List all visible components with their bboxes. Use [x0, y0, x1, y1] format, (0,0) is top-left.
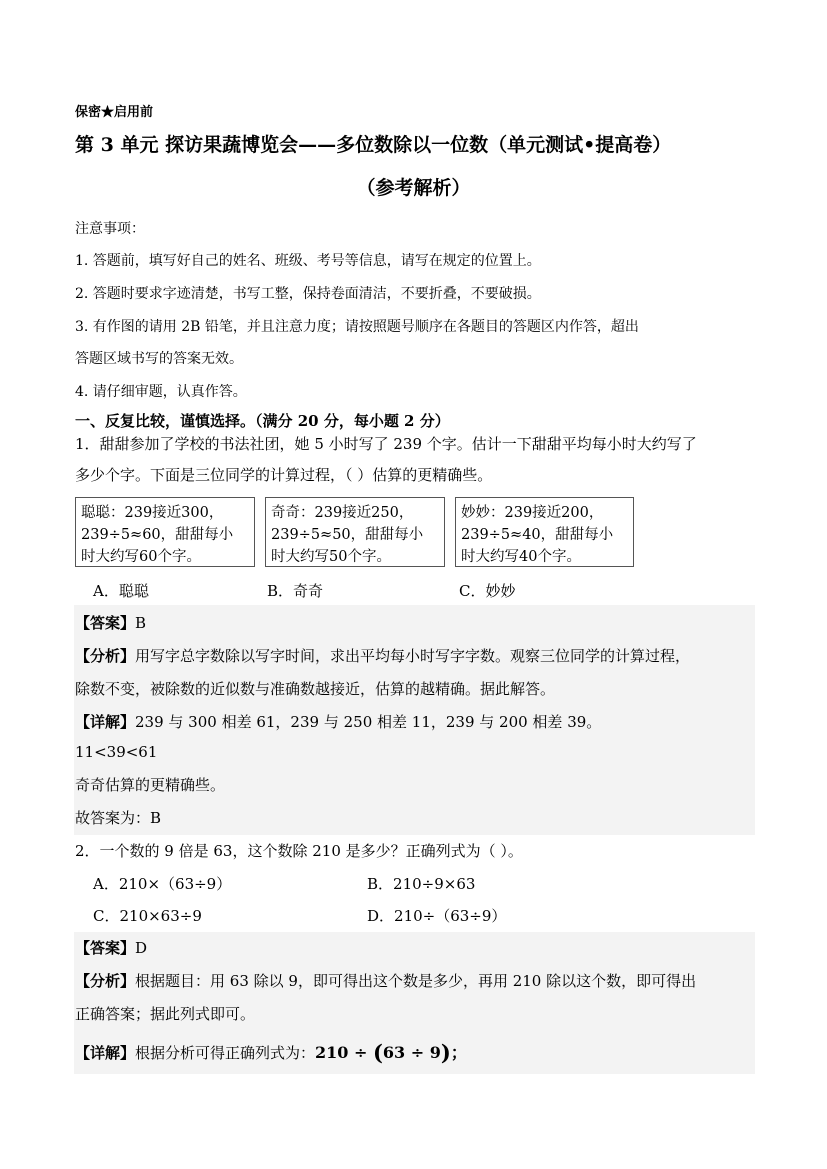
analysis-text: 正确答案；据此列式即可。 [75, 1005, 256, 1023]
option-b: B．210÷9×63 [367, 875, 476, 893]
detail-label: 【详解】 [75, 713, 136, 731]
student-calculation-box [75, 497, 255, 567]
student-calculation-box [455, 497, 634, 567]
detail-line [75, 711, 601, 732]
detail-text: 239 与 300 相差 61，239 与 250 相差 11，239 与 200 相差 39。 [135, 713, 602, 731]
formula-part: 63 ÷ 9 [382, 1043, 441, 1062]
answer-value: D [135, 939, 148, 957]
detail-label: 【详解】 [75, 1044, 136, 1062]
box-line: 239÷5≈50，甜甜每小 [271, 527, 424, 543]
formula-paren: ( [372, 1040, 383, 1065]
box-line: 时大约写40个字。 [461, 549, 581, 565]
detail-text: 奇奇估算的更精确些。 [75, 776, 226, 794]
analysis-text: 用写字总字数除以写字时间，求出平均每小时写字字数。观察三位同学的计算过程， [135, 647, 691, 665]
question-stem: 2．一个数的 9 倍是 63，这个数除 210 是多少？正确列式为（ ）。 [75, 842, 523, 860]
option-a: A．210×（63÷9） [93, 875, 232, 893]
formula-part: ； [450, 1043, 467, 1062]
box-line: 奇奇：239接近250， [271, 505, 414, 521]
notice-item: 2. 答题时要求字迹清楚，书写工整，保持卷面清洁，不要折叠，不要破损。 [75, 286, 541, 302]
formula-part: 210 ÷ [315, 1043, 373, 1062]
detail-text: 11<39<61 [75, 743, 158, 761]
detail-text: 故答案为：B [75, 809, 162, 827]
notice-item: 4. 请仔细审题，认真作答。 [75, 384, 247, 400]
analysis-text: 除数不变，被除数的近似数与准确数越接近，估算的越精确。据此解答。 [75, 680, 556, 698]
question-stem: 1．甜甜参加了学校的书法社团，她 5 小时写了 239 个字。估计一下甜甜平均每小时大约写了 [75, 435, 697, 453]
box-line: 聪聪：239接近300， [81, 505, 224, 521]
option-c: C．妙妙 [459, 582, 516, 600]
page-title: 第 3 单元 探访果蔬博览会——多位数除以一位数（单元测试•提高卷） [75, 134, 672, 156]
answer-line [75, 937, 147, 958]
box-line: 239÷5≈60，甜甜每小 [81, 527, 234, 543]
formula-paren: ) [440, 1040, 451, 1065]
box-line: 时大约写60个字。 [81, 549, 201, 565]
secret-label: 保密★启用前 [75, 105, 154, 120]
option-b: B．奇奇 [267, 582, 324, 600]
page-subtitle: （参考解析） [356, 177, 471, 199]
box-line: 239÷5≈40，甜甜每小 [461, 527, 614, 543]
option-d: D．210÷（63÷9） [367, 907, 507, 925]
analysis-line [75, 970, 696, 991]
answer-label: 【答案】 [75, 614, 136, 632]
notice-item: 3. 有作图的请用 2B 铅笔，并且注意力度；请按照题号顺序在各题目的答题区内作答，超出 [75, 319, 639, 335]
formula [315, 1040, 467, 1065]
question-stem: 多少个字。下面是三位同学的计算过程，（ ）估算的更精确些。 [75, 466, 493, 484]
notice-item: 答题区域书写的答案无效。 [75, 351, 243, 367]
notice-heading: 注意事项： [75, 221, 145, 237]
analysis-text: 根据题目：用 63 除以 9，即可得出这个数是多少，再用 210 除以这个数，即可得出 [135, 972, 697, 990]
box-line: 妙妙：239接近200， [461, 505, 604, 521]
answer-value: B [135, 614, 147, 632]
box-line: 时大约写50个字。 [271, 549, 391, 565]
analysis-label: 【分析】 [75, 647, 136, 665]
option-a: A．聪聪 [93, 582, 149, 600]
analysis-label: 【分析】 [75, 972, 136, 990]
answer-line [75, 612, 146, 633]
option-c: C．210×63÷9 [93, 907, 202, 925]
detail-line [75, 1040, 467, 1065]
notice-item: 1. 答题前，填写好自己的姓名、班级、考号等信息，请写在规定的位置上。 [75, 253, 541, 269]
analysis-line [75, 645, 690, 666]
section-heading: 一、反复比较，谨慎选择。（满分 20 分，每小题 2 分） [75, 412, 450, 430]
student-calculation-box [265, 497, 445, 567]
detail-text: 根据分析可得正确列式为： [135, 1044, 316, 1062]
answer-label: 【答案】 [75, 939, 136, 957]
